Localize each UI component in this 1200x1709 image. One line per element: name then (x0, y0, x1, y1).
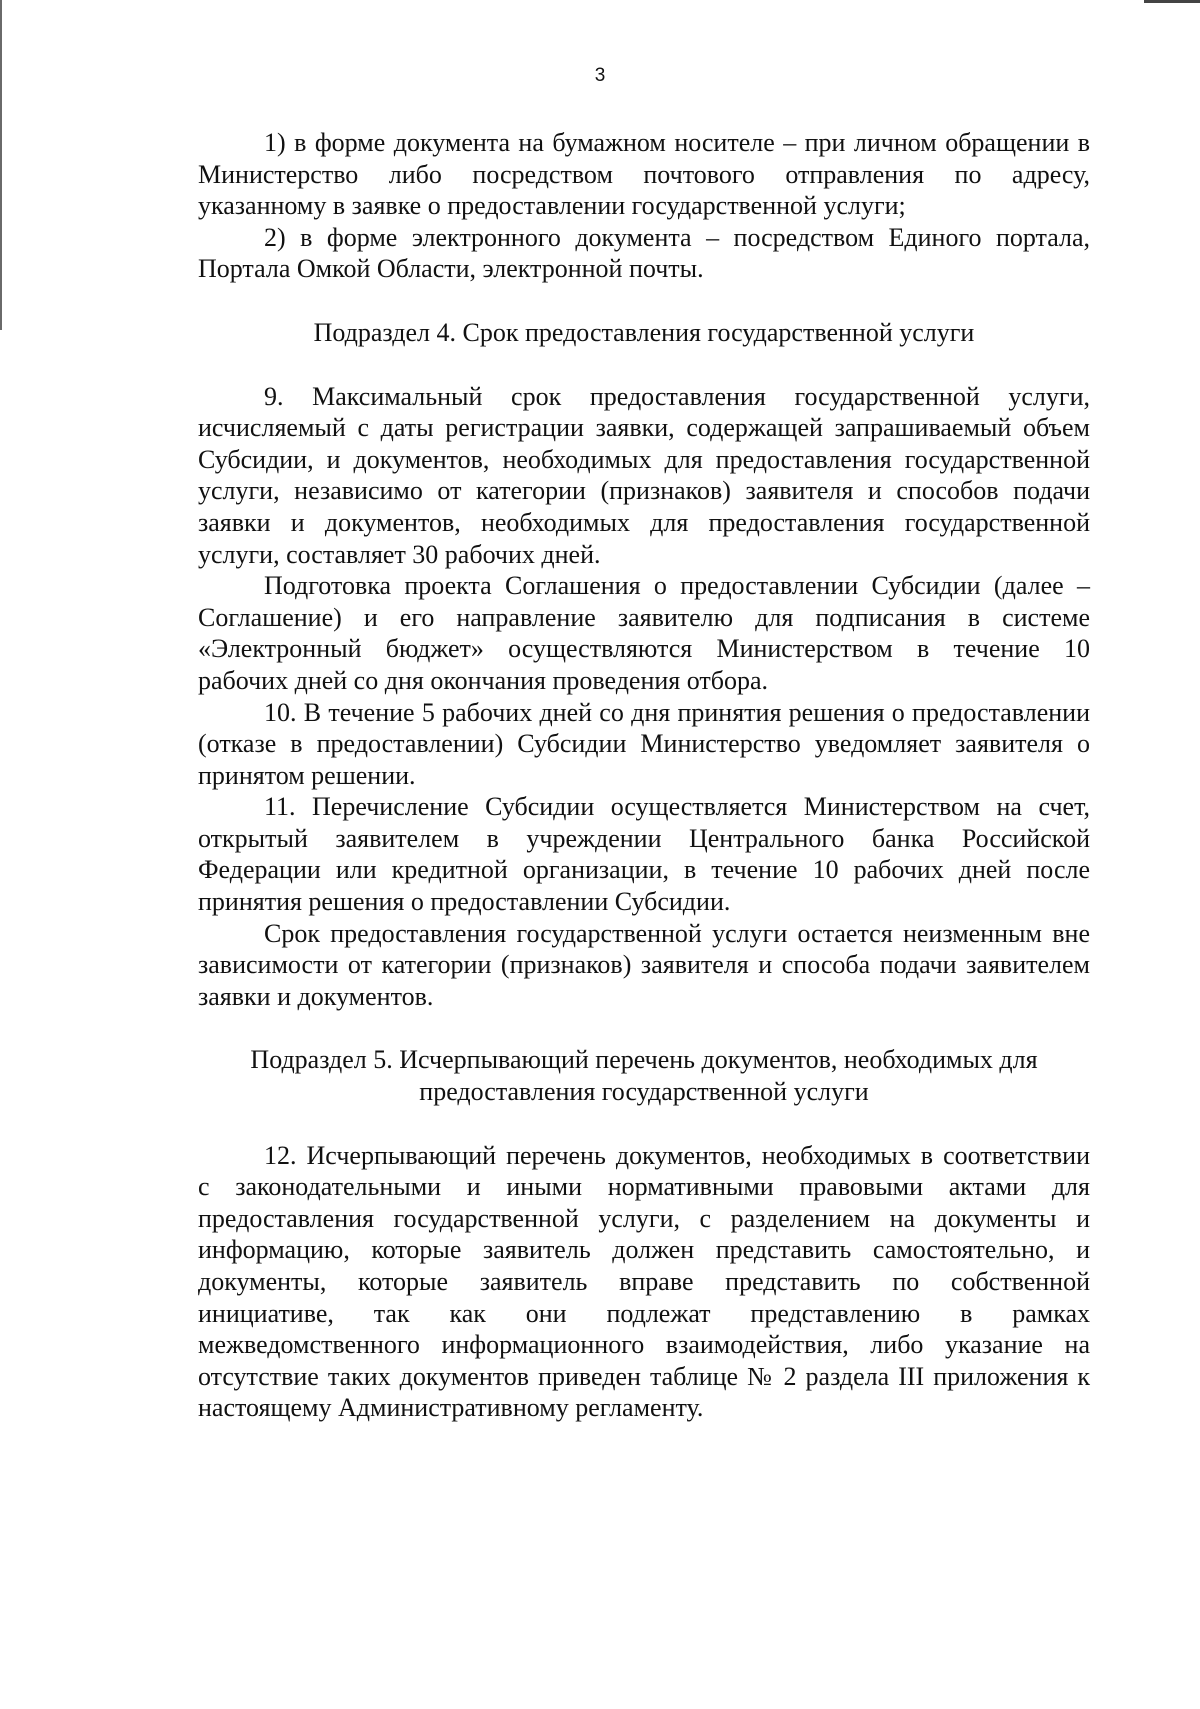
document-body (198, 127, 1090, 1424)
paragraph-gap (198, 1012, 1090, 1044)
text-line: заявки и документов. (198, 981, 434, 1011)
body-paragraph (198, 127, 1090, 222)
body-paragraph (198, 697, 1090, 792)
body-paragraph (198, 918, 1090, 1013)
text-line: Соглашение) и его направление заявителю для подписания в системе (198, 602, 1090, 632)
paragraph-gap (198, 285, 1090, 317)
text-line: межведомственного информационного взаимодействия, либо указание на (198, 1330, 1090, 1360)
text-line: принятом решении. (198, 760, 416, 790)
text-line: Портала Омкой Области, электронной почты. (198, 254, 704, 284)
section-heading (198, 317, 1090, 349)
body-paragraph (198, 381, 1090, 571)
text-line: настоящему Административному регламенту. (198, 1393, 704, 1423)
text-line: зависимости от категории (признаков) заявителя и способа подачи заявителем (198, 950, 1090, 980)
text-line: отсутствие таких документов приведен таблице № 2 раздела III приложения к (198, 1361, 1090, 1391)
page-number: 3 (594, 65, 606, 86)
text-line: информацию, которые заявитель должен представить самостоятельно, и (198, 1235, 1090, 1265)
text-line: услуги, составляет 30 рабочих дней. (198, 539, 601, 569)
scan-edge-shadow (0, 0, 2, 330)
text-line: Субсидии, и документов, необходимых для предоставления государственной (198, 444, 1090, 474)
text-line: рабочих дней со дня окончания проведения отбора. (198, 665, 769, 695)
text-line: указанному в заявке о предоставлении государственной услуги; (198, 191, 906, 221)
text-line: 2) в форме электронного документа – посредством Единого портала, (264, 222, 1090, 252)
heading-line: предоставления государственной услуги (419, 1077, 869, 1107)
text-line: инициативе, так как они подлежат представлению в рамках (198, 1298, 1090, 1328)
text-line: 10. В течение 5 рабочих дней со дня принятия решения о предоставлении (264, 697, 1090, 727)
text-line: 9. Максимальный срок предоставления государственной услуги, (264, 381, 1090, 411)
text-line: открытый заявителем в учреждении Центрального банка Российской (198, 823, 1090, 853)
text-line: услуги, независимо от категории (признаков) заявителя и способов подачи (198, 476, 1090, 506)
text-line: 11. Перечисление Субсидии осуществляется Министерством на счет, (264, 792, 1090, 822)
heading-line: Подраздел 5. Исчерпывающий перечень документов, необходимых для (250, 1045, 1038, 1075)
paragraph-gap (198, 1108, 1090, 1140)
body-paragraph (198, 1140, 1090, 1424)
text-line: предоставления государственной услуги, с разделением на документы и (198, 1203, 1090, 1233)
text-line: документы, которые заявитель вправе представить по собственной (198, 1267, 1090, 1296)
text-line: «Электронный бюджет» осуществляются Министерством в течение 10 (198, 634, 1090, 664)
text-line: Министерство либо посредством почтового отправления по адресу, (198, 159, 1090, 189)
text-line: исчисляемый с даты регистрации заявки, содержащей запрашиваемый объем (198, 413, 1090, 443)
text-line: Федерации или кредитной организации, в течение 10 рабочих дней после (198, 855, 1090, 885)
text-line: принятия решения о предоставлении Субсидии. (198, 887, 731, 917)
body-paragraph (198, 222, 1090, 285)
heading-line: Подраздел 4. Срок предоставления государственной услуги (313, 317, 975, 347)
text-line: 12. Исчерпывающий перечень документов, необходимых в соответствии (264, 1140, 1090, 1170)
text-line: Подготовка проекта Соглашения о предоставлении Субсидии (далее – (264, 571, 1090, 601)
scan-corner-mark (1144, 0, 1200, 3)
text-line: (отказе в предоставлении) Субсидии Министерство уведомляет заявителя о (198, 729, 1090, 759)
section-heading (198, 1044, 1090, 1107)
text-line: Срок предоставления государственной услуги остается неизменным вне (264, 918, 1090, 948)
body-paragraph (198, 570, 1090, 696)
paragraph-gap (198, 349, 1090, 381)
text-line: заявки и документов, необходимых для предоставления государственной (198, 507, 1090, 537)
text-line: с законодательными и иными нормативными правовыми актами для (198, 1172, 1090, 1202)
text-line: 1) в форме документа на бумажном носителе – при личном обращении в (264, 128, 1090, 157)
body-paragraph (198, 791, 1090, 917)
